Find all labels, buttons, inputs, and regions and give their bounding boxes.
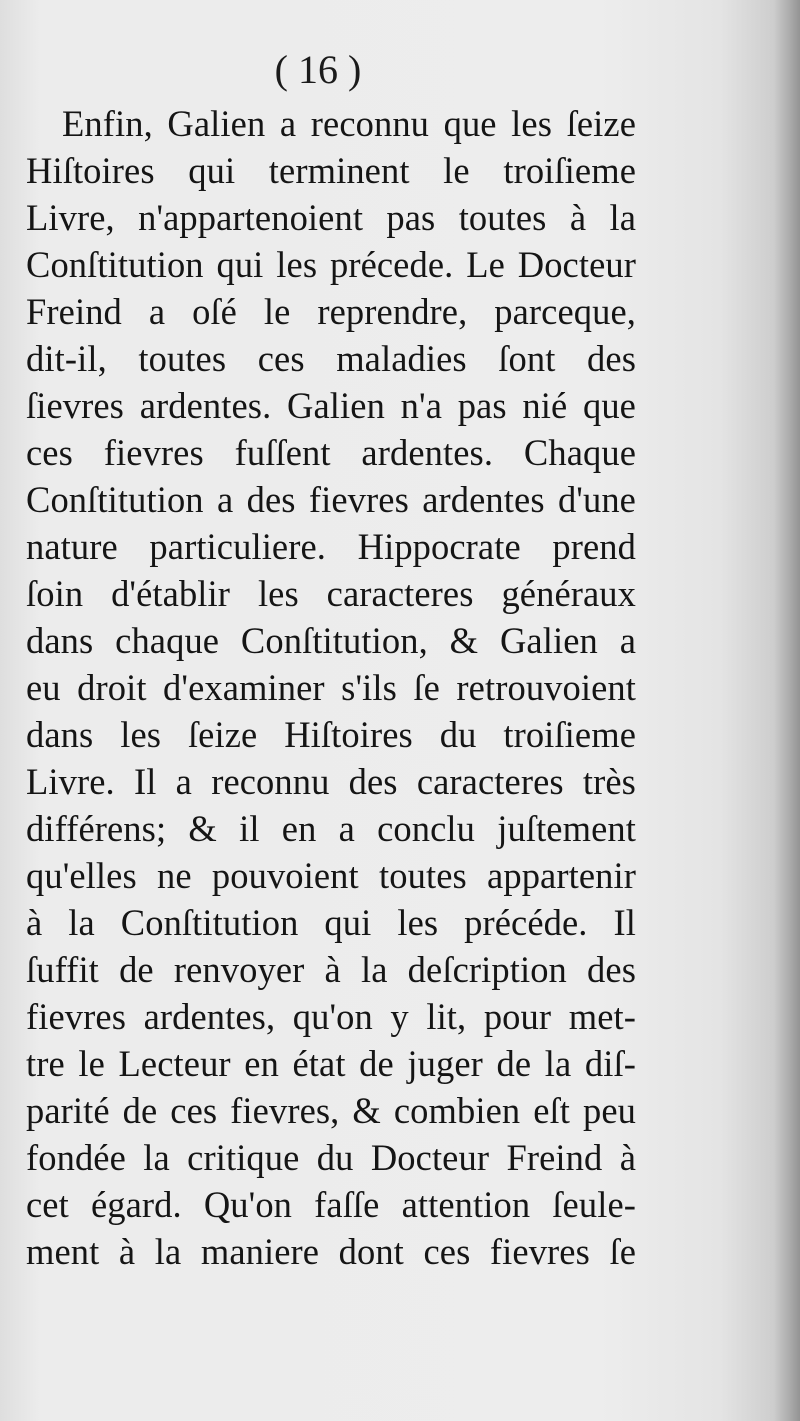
text-line: ſoin d'établir les caracteres généraux: [26, 573, 636, 614]
body-text: [26, 100, 636, 1275]
text-line: ces fievres fuſſent ardentes. Chaque: [26, 432, 636, 473]
text-line: dans chaque Conſtitution, & Galien a: [26, 620, 636, 661]
text-line: qu'elles ne pouvoient toutes appartenir: [26, 855, 636, 896]
text-line: fievres ardentes, qu'on y lit, pour met-: [26, 996, 636, 1037]
text-line: Freind a oſé le reprendre, parceque,: [26, 291, 636, 332]
text-line: parité de ces fievres, & combien eſt peu: [26, 1090, 636, 1131]
text-line: dans les ſeize Hiſtoires du troiſieme: [26, 714, 636, 755]
text-line: dit-il, toutes ces maladies ſont des: [26, 338, 636, 379]
text-line: ſievres ardentes. Galien n'a pas nié que: [26, 385, 636, 426]
text-line: nature particuliere. Hippocrate prend: [26, 526, 636, 567]
text-line: ment à la maniere dont ces fievres ſe: [26, 1231, 636, 1272]
text-line: eu droit d'examiner s'ils ſe retrouvoient: [26, 667, 636, 708]
text-line: Livre, n'appartenoient pas toutes à la: [26, 197, 636, 238]
page-edge-shadow: [774, 0, 800, 1421]
text-line: Enfin, Galien a reconnu que les ſeize: [62, 103, 636, 144]
text-line: ſuffit de renvoyer à la deſcription des: [26, 949, 636, 990]
text-line: Conſtitution a des fievres ardentes d'une: [26, 479, 636, 520]
text-line: différens; & il en a conclu juſtement: [26, 808, 636, 849]
text-line: cet égard. Qu'on faſſe attention ſeule-: [26, 1184, 636, 1225]
text-line: tre le Lecteur en état de juger de la diſ-: [26, 1043, 636, 1084]
text-line: fondée la critique du Docteur Freind à: [26, 1137, 636, 1178]
text-line: Conſtitution qui les précede. Le Docteur: [26, 244, 636, 285]
text-line: Livre. Il a reconnu des caracteres très: [26, 761, 636, 802]
text-line: à la Conſtitution qui les précéde. Il: [26, 902, 636, 943]
page-number: ( 16 ): [274, 47, 362, 92]
text-line: Hiſtoires qui terminent le troiſieme: [26, 150, 636, 191]
